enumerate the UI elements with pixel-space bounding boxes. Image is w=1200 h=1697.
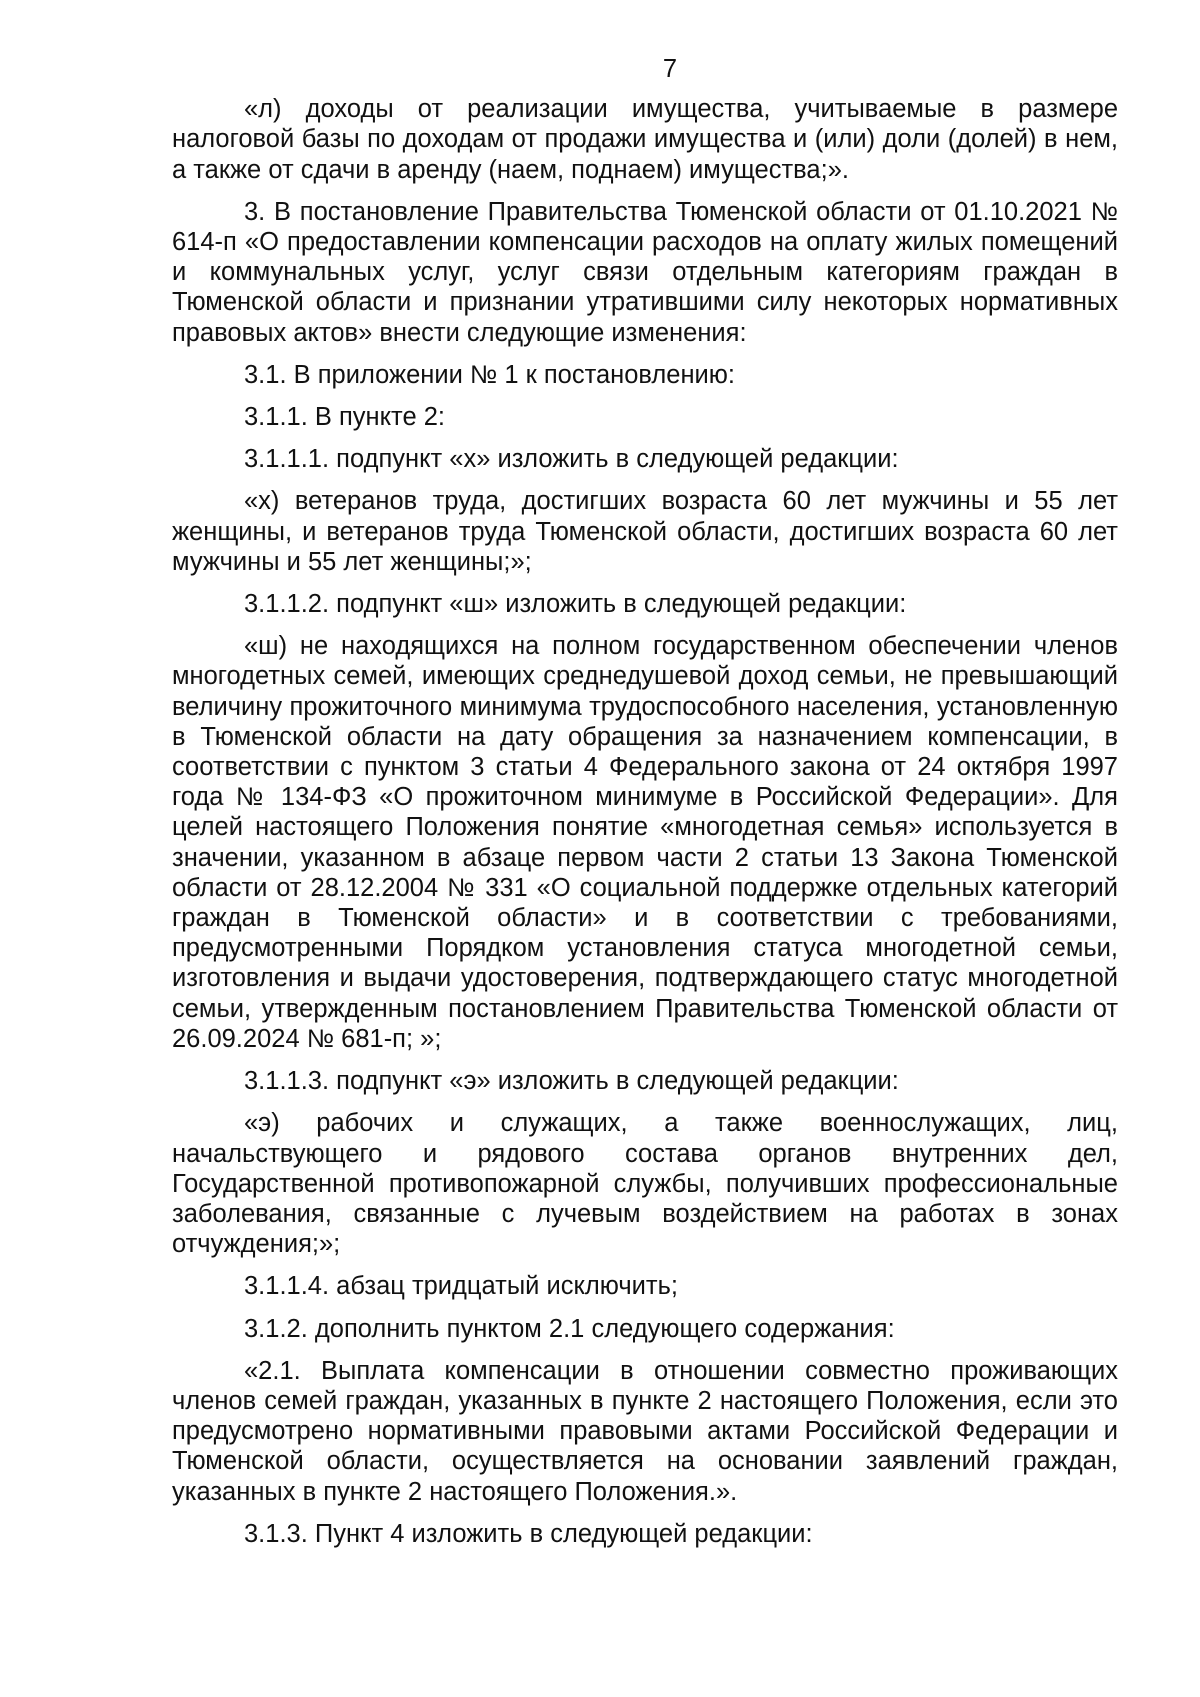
page-number: 7: [662, 55, 678, 83]
paragraph-3-1-1: 3.1.1. В пункте 2:: [244, 403, 445, 432]
document-page: [172, 54, 1118, 1549]
paragraph-subitem-sh: «ш) не находящихся на полном государственном обеспечении членов многодетных семей, имеющих среднедушевой доход семьи, не превышающий величину прожиточного минимума трудоспособного населения, установленную в Тюменской области на дату обращения за назначением компенсации, в соответствии с пунктом 3 статьи 4 Федерального закона от 24 октября 1997 года № 134-ФЗ «О прожиточном минимуме в Российской Федерации». Для целей настоящего Положения понятие «многодетная семья» используется в значении, указанном в абзаце первом части 2 статьи 13 Закона Тюменской области от 28.12.2004 № 331 «О социальной поддержке отдельных категорий граждан в Тюменской области» и в соответствии с требованиями, предусмотренными Порядком установления статуса многодетной семьи, изготовления и выдачи удостоверения, подтверждающего статус многодетной семьи, утвержденным постановлением Правительства Тюменской области от 26.09.2024 № 681-п; »;: [172, 632, 1118, 1053]
paragraph-income-from-property: «л) доходы от реализации имущества, учитываемые в размере налоговой базы по доходам от продажи имущества и (или) доли (долей) в нем, а также от сдачи в аренду (наем, поднаем) имущества;».: [172, 95, 1118, 184]
paragraph-point-2-1: «2.1. Выплата компенсации в отношении совместно проживающих членов семей граждан, указанных в пункте 2 настоящего Положения, если это предусмотрено нормативными правовыми актами Российской Федерации и Тюменской области, осуществляется на основании заявлений граждан, указанных в пункте 2 настоящего Положения.».: [172, 1356, 1118, 1506]
paragraph-3-1-1-1: 3.1.1.1. подпункт «х» изложить в следующей редакции:: [244, 445, 899, 474]
paragraph-3-1-1-3: 3.1.1.3. подпункт «э» изложить в следующей редакции:: [244, 1067, 899, 1096]
paragraph-subitem-kh: «х) ветеранов труда, достигших возраста 60 лет мужчины и 55 лет женщины, и ветеранов труда Тюменской области, достигших возраста 60 лет мужчины и 55 лет женщины;»;: [172, 487, 1118, 576]
paragraph-3-1-1-2: 3.1.1.2. подпункт «ш» изложить в следующей редакции:: [244, 590, 907, 619]
paragraph-amendment-3: 3. В постановление Правительства Тюменской области от 01.10.2021 № 614-п «О предоставлении компенсации расходов на оплату жилых помещений и коммунальных услуг, услуг связи отдельным категориям граждан в Тюменской области и признании утратившими силу некоторых нормативных правовых актов» внести следующие изменения:: [172, 197, 1118, 347]
paragraph-3-1-3: 3.1.3. Пункт 4 изложить в следующей редакции:: [244, 1519, 813, 1548]
paragraph-3-1-2: 3.1.2. дополнить пунктом 2.1 следующего содержания:: [244, 1314, 895, 1343]
paragraph-subitem-e: «э) рабочих и служащих, а также военнослужащих, лиц, начальствующего и рядового состава органов внутренних дел, Государственной противопожарной службы, получивших профессиональные заболевания, связанные с лучевым воздействием на работах в зонах отчуждения;»;: [172, 1109, 1118, 1259]
paragraph-3-1: 3.1. В приложении № 1 к постановлению:: [244, 360, 735, 389]
paragraph-3-1-1-4: 3.1.1.4. абзац тридцатый исключить;: [244, 1272, 678, 1301]
